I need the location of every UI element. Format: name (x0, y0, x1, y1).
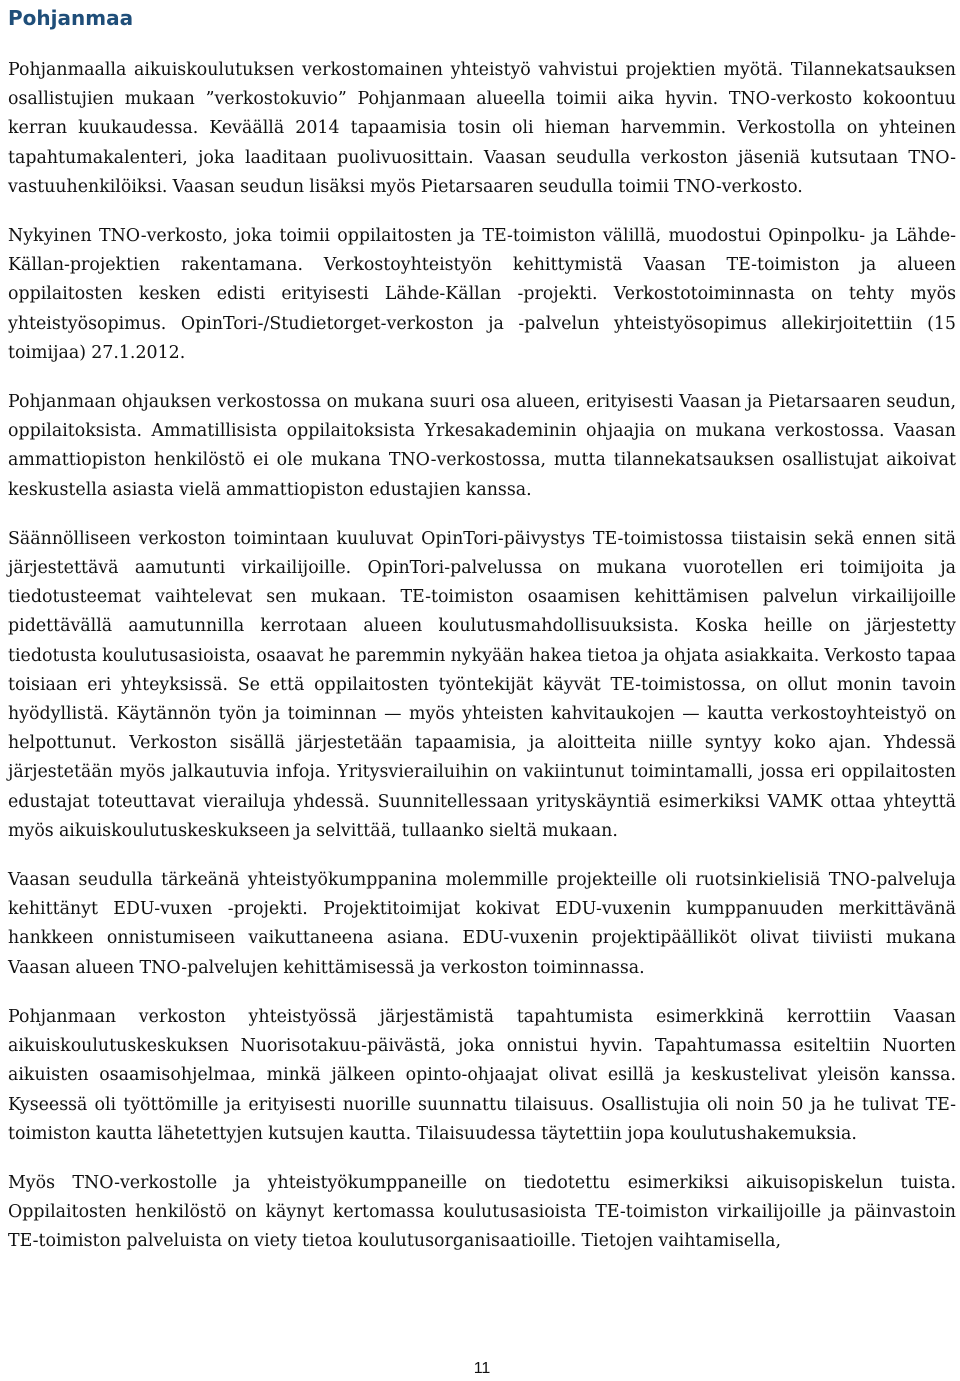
paragraph-6: Pohjanmaan verkoston yhteistyössä järjestämistä tapahtumista esimerkkinä kerrottiin Vaasan aikuiskoulutuskeskuksen Nuorisotakuu-päivästä, joka onnistui hyvin. Tapahtumassa esiteltiin Nuorten aikuisten osaamisohjelmaa, minkä jälkeen opinto-ohjaajat olivat esillä ja keskustelivat yleisön kanssa. Kyseessä oli työttömille ja erityisesti nuorille suunnattu tilaisuus. Osallistujia oli noin 50 ja he tulivat TE-toimiston kautta lähetettyjen kutsujen kautta. Tilaisuudessa täytettiin jopa koulutushakemuksia. (8, 1006, 956, 1144)
paragraph-2: Nykyinen TNO-verkosto, joka toimii oppilaitosten ja TE-toimiston välillä, muodostui Opinpolku- ja Lähde-Källan-projektien rakentamana. Verkostoyhteistyön kehittymistä Vaasan TE-toimiston ja alueen oppilaitosten kesken edisti erityisesti Lähde-Källan -projekti. Verkostotoiminnasta on tehty myös yhteistyösopimus. OpinTori-/Studietorget-verkoston ja -palvelun yhteistyösopimus allekirjoitettiin (15 toimijaa) 27.1.2012. (8, 226, 956, 363)
page-number: 11 (473, 1360, 491, 1377)
section-heading: Pohjanmaa (8, 6, 134, 30)
paragraph-3: Pohjanmaan ohjauksen verkostossa on mukana suuri osa alueen, erityisesti Vaasan ja Pietarsaaren seudun, oppilaitoksista. Ammatillisista oppilaitoksista Yrkesakademinin ohjaajia on mukana verkostossa. Vaasan ammattiopiston henkilöstö ei ole mukana TNO-verkostossa, mutta tilannekatsauksen osallistujat aikoivat keskustella asiasta vielä ammattiopiston edustajien kanssa. (8, 392, 956, 500)
paragraph-7: Myös TNO-verkostolle ja yhteistyökumppaneille on tiedotettu esimerkiksi aikuisopiskelun tuista. Oppilaitosten henkilöstö on käynyt kertomassa koulutusasioista TE-toimiston virkailijoille ja päinvastoin TE-toimiston palveluista on viety tietoa koulutusorganisaatioille. Tietojen vaihtamisella, (8, 1172, 956, 1252)
paragraph-5: Vaasan seudulla tärkeänä yhteistyökumppanina molemmille projekteille oli ruotsinkielisiä TNO-palveluja kehittänyt EDU-vuxen -projekti. Projektitoimijat kokivat EDU-vuxenin kumppanuuden merkittävänä hankkeen onnistumiseen vaikuttaneena asiana. EDU-vuxenin projektipäälliköt olivat tiiviisti mukana Vaasan alueen TNO-palvelujen kehittämisessä ja verkoston toiminnassa. (8, 870, 956, 978)
paragraph-1: Pohjanmaalla aikuiskoulutuksen verkostomainen yhteistyö vahvistui projektien myötä. Tilannekatsauksen osallistujien mukaan ”verkostokuvio” Pohjanmaan alueella toimii aika hyvin. TNO-verkosto kokoontuu kerran kuukaudessa. Keväällä 2014 tapaamisia tosin oli hieman harvemmin. Verkostolla on yhteinen tapahtumakalenteri, joka laaditaan puolivuosittain. Vaasan seudulla verkoston jäseniä kutsutaan TNO-vastuuhenkilöiksi. Vaasan seudun lisäksi myös Pietarsaaren seudulla toimii TNO-verkosto. (8, 60, 956, 197)
document-page (8, 0, 956, 1381)
paragraph-4: Säännölliseen verkoston toimintaan kuuluvat OpinTori-päivystys TE-toimistossa tiistaisin sekä ennen sitä järjestettävä aamutunti virkailijoille. OpinTori-palvelussa on mukana vuorotellen eri toimijoita ja tiedotusteemat vaihtelevat sen mukaan. TE-toimiston osaamisen kehittämisen palvelun virkailijoille pidettävällä aamutunnilla kerrotaan alueen koulutusmahdollisuuksista. Koska heille on järjestetty tiedotusta koulutusasioista, osaavat he paremmin nykyään hakea tietoa ja ohjata asiakkaita. Verkosto tapaa toisiaan eri yhteyksissä. Se että oppilaitosten työntekijät käyvät TE-toimistossa, on ollut monin tavoin hyödyllistä. Käytännön työn ja toiminnan — myös yhteisten kahvitaukojen — kautta verkostoyhteistyö on helpottunut. Verkoston sisällä järjestetään tapaamisia, ja aloitteita niille syntyy koko ajan. Yhdessä järjestetään myös jalkautuvia infoja. Yritysvierailuihin on vakiintunut toimintamalli, jossa eri oppilaitosten edustajat toteuttavat vierailuja yhdessä. Suunnitellessaan yrityskäyntiä esimerkiksi VAMK ottaa yhteyttä myös aikuiskoulutuskeskukseen ja selvittää, tullaanko sieltä mukaan. (8, 528, 956, 841)
